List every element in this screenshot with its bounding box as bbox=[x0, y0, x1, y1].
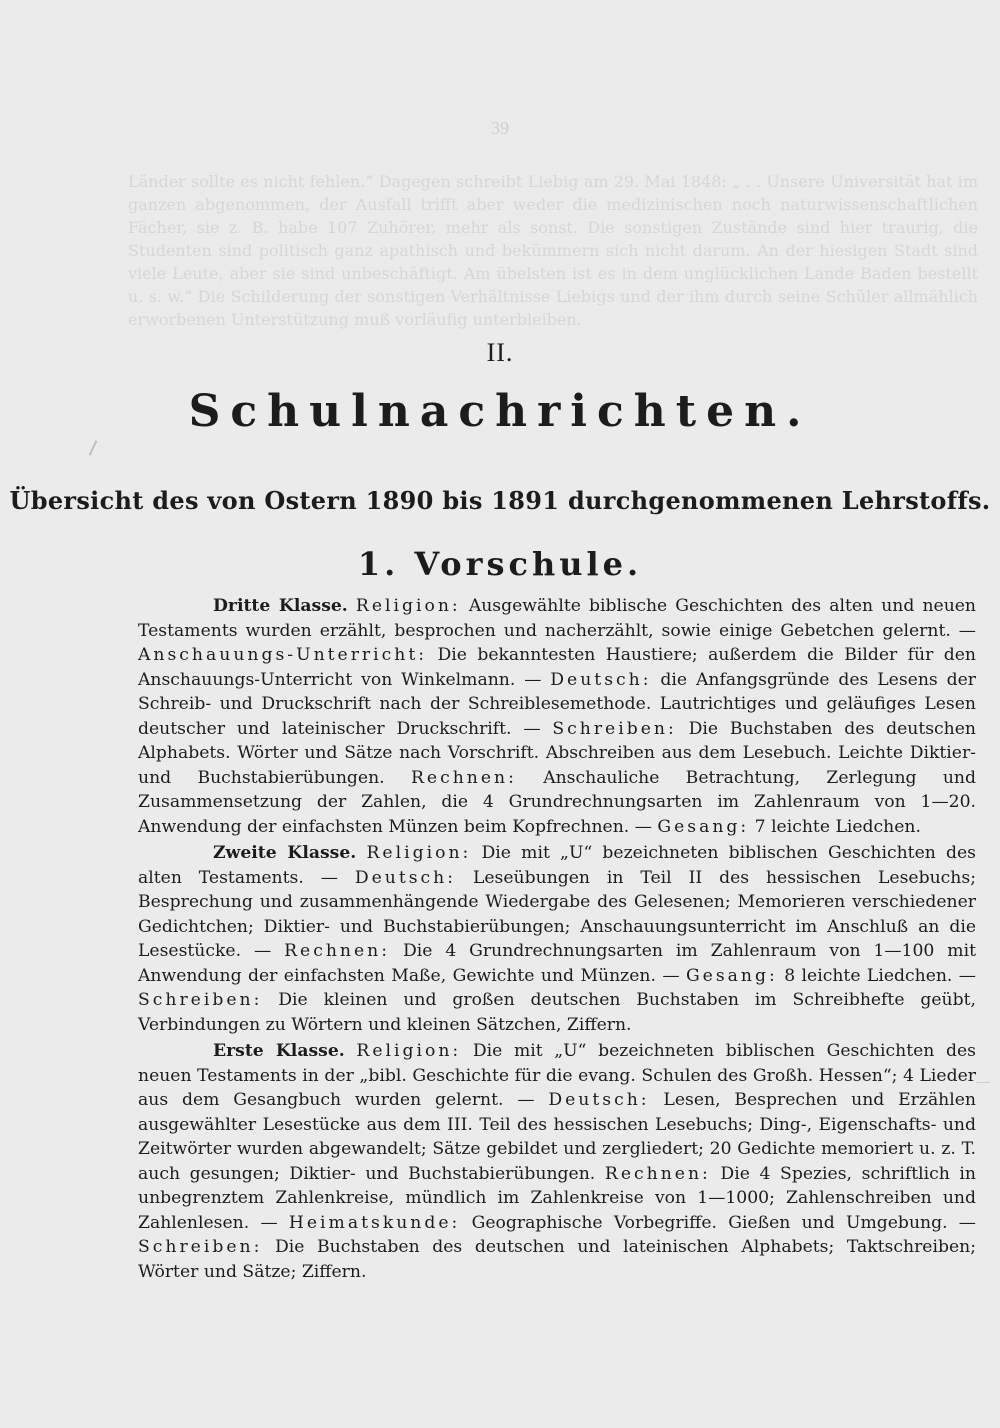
subject-label: Deutsch: bbox=[548, 1090, 650, 1110]
subject-content: Die 4 Grundrechnungsarten im Zahlenraum von 1—100 mit Anwendung der einfachsten Maße, Gewichte und Münzen. — bbox=[138, 941, 976, 986]
class-paragraph bbox=[138, 1039, 976, 1284]
faint-page-number: 39 bbox=[491, 118, 509, 138]
subject-content: Die 4 Spezies, schriftlich in unbegrenztem Zahlenkreise, mündlich im Zahlenkreise von 1—1000; Zahlenschreiben und Zahlenlesen. — bbox=[138, 1163, 976, 1233]
class-name: Erste Klasse. bbox=[213, 1041, 345, 1061]
subject-content: Die kleinen und großen deutschen Buchstaben im Schreibhefte geübt, Verbindungen zu Wörtern und kleinen Sätzchen, Ziffern. bbox=[138, 990, 976, 1035]
page-subtitle: Übersicht des von Ostern 1890 bis 1891 durchgenommenen Lehrstoffs. bbox=[9, 486, 991, 515]
class-paragraph bbox=[138, 841, 976, 1037]
class-paragraph bbox=[138, 594, 976, 839]
chapter-number: II. bbox=[486, 338, 514, 367]
subject-label: Gesang: bbox=[685, 965, 778, 986]
page-title: Schulnachrichten. bbox=[188, 386, 812, 437]
subject-content: 7 leichte Liedchen. bbox=[749, 816, 921, 837]
subject-content: Anschauliche Betrachtung, Zerlegung und Zusammensetzung der Zahlen, die 4 Grundrechnungsarten im Zahlenraum von 1—20. Anwendung der einfachsten Münzen beim Kopfrechnen. — bbox=[138, 767, 976, 837]
subject-label: Anschauungs-Unterricht: bbox=[138, 645, 428, 665]
stray-pen-mark bbox=[89, 440, 98, 455]
subject-label: Schreiben: bbox=[552, 718, 677, 739]
subject-content: Ausgewählte biblische Geschichten des alten und neuen Testaments wurden erzählt, besprochen und nacherzählt, sowie einige Gebetchen gelernt. — bbox=[138, 596, 977, 641]
class-name: Dritte Klasse. bbox=[213, 596, 348, 616]
subject-content: Geographische Vorbegriffe. Gießen und Umgebung. — bbox=[460, 1212, 976, 1233]
section-heading: 1. Vorschule. bbox=[357, 545, 643, 583]
subject-content: Die Buchstaben des deutschen und lateinischen Alphabets; Taktschreiben; Wörter und Sätze; Ziffern. bbox=[138, 1237, 976, 1282]
subject-content: die Anfangsgründe des Lesens der Schreib- und Druckschrift nach der Schreiblesemethode. Lautrichtiges und geläufiges Lesen deutscher und lateinischer Druckschrift. — bbox=[138, 669, 977, 739]
subject-label: Rechnen: bbox=[604, 1163, 711, 1184]
subject-content: Die Buchstaben des deutschen Alphabets. Wörter und Sätze nach Vorschrift. Abschreiben aus dem Lesebuch. Leichte Diktier- und Buchstabierübungen. bbox=[138, 718, 976, 788]
subject-label: Religion: bbox=[366, 843, 472, 863]
subject-content: Die mit „U“ bezeichneten biblischen Geschichten des neuen Testaments in der „bibl. Geschichte für die evang. Schulen des Großh. Hessen“; 4 Lieder aus dem Gesangbuch wurden gelernt. — bbox=[138, 1041, 976, 1110]
subject-label: Heimatskunde: bbox=[288, 1212, 461, 1233]
subject-content: 8 leichte Liedchen. — bbox=[777, 965, 976, 986]
subject-label: Religion: bbox=[355, 596, 461, 616]
bleed-through-text: Länder sollte es nicht fehlen.“ Dagegen schreibt Liebig am 29. Mai 1848: „ . . Unsere Universität hat im ganzen abgenommen, der Ausfall trifft aber weder die medizinischen noch naturwissenschaftlichen Fächer, sie z. B. habe 107 Zuhörer, mehr als sonst. Die sonstigen Zustände sind hier traurig, die Studenten sind politisch ganz apathisch und bekümmern sich nicht darum. An der hiesigen Stadt sind viele Leute, aber sie sind unbeschäftigt. Am übelsten ist es in dem unglücklichen Lande Baden bestellt u. s. w.“ Die Schilderung der sonstigen Verhältnisse Liebigs und der ihm durch seine Schüler allmählich erworbenen Unterstützung muß vorläufig unterbleiben. bbox=[128, 172, 978, 329]
subject-label: Gesang: bbox=[657, 816, 750, 837]
subject-label: Deutsch: bbox=[354, 867, 457, 888]
subject-label: Rechnen: bbox=[284, 941, 391, 961]
subject-label: Religion: bbox=[356, 1041, 462, 1061]
subject-content: Die bekanntesten Haustiere; außerdem die Bilder für den Anschauungs-Unterricht von Winkelmann. — bbox=[138, 645, 976, 690]
subject-content: Lesen, Besprechen und Erzählen ausgewählter Lesestücke aus dem III. Teil des hessischen Lesebuchs; Ding-, Eigenschafts- und Zeitwörter wurden abgewandelt; Sätze gebildet und zergliedert; 20 Gedichte memoriert u. z. T. auch gesungen; Diktier- und Buchstabierübungen. bbox=[138, 1090, 976, 1184]
subject-label: Deutsch: bbox=[550, 669, 652, 690]
subject-label: Schreiben: bbox=[138, 1237, 263, 1257]
body-text bbox=[138, 594, 976, 1286]
subject-content: Die mit „U“ bezeichneten biblischen Geschichten des alten Testaments. — bbox=[138, 843, 976, 888]
subject-label: Schreiben: bbox=[138, 990, 263, 1010]
subject-content: Leseübungen in Teil II des hessischen Lesebuchs; Besprechung und zusammenhängende Wiedergabe des Gelesenen; Memorieren verschiedener Gedichtchen; Diktier- und Buchstabierübungen; Anschauungsunterricht im Anschluß an die Lesestücke. — bbox=[138, 867, 976, 961]
class-name: Zweite Klasse. bbox=[213, 843, 357, 863]
subject-label: Rechnen: bbox=[410, 767, 517, 788]
margin-mark bbox=[976, 1082, 990, 1089]
